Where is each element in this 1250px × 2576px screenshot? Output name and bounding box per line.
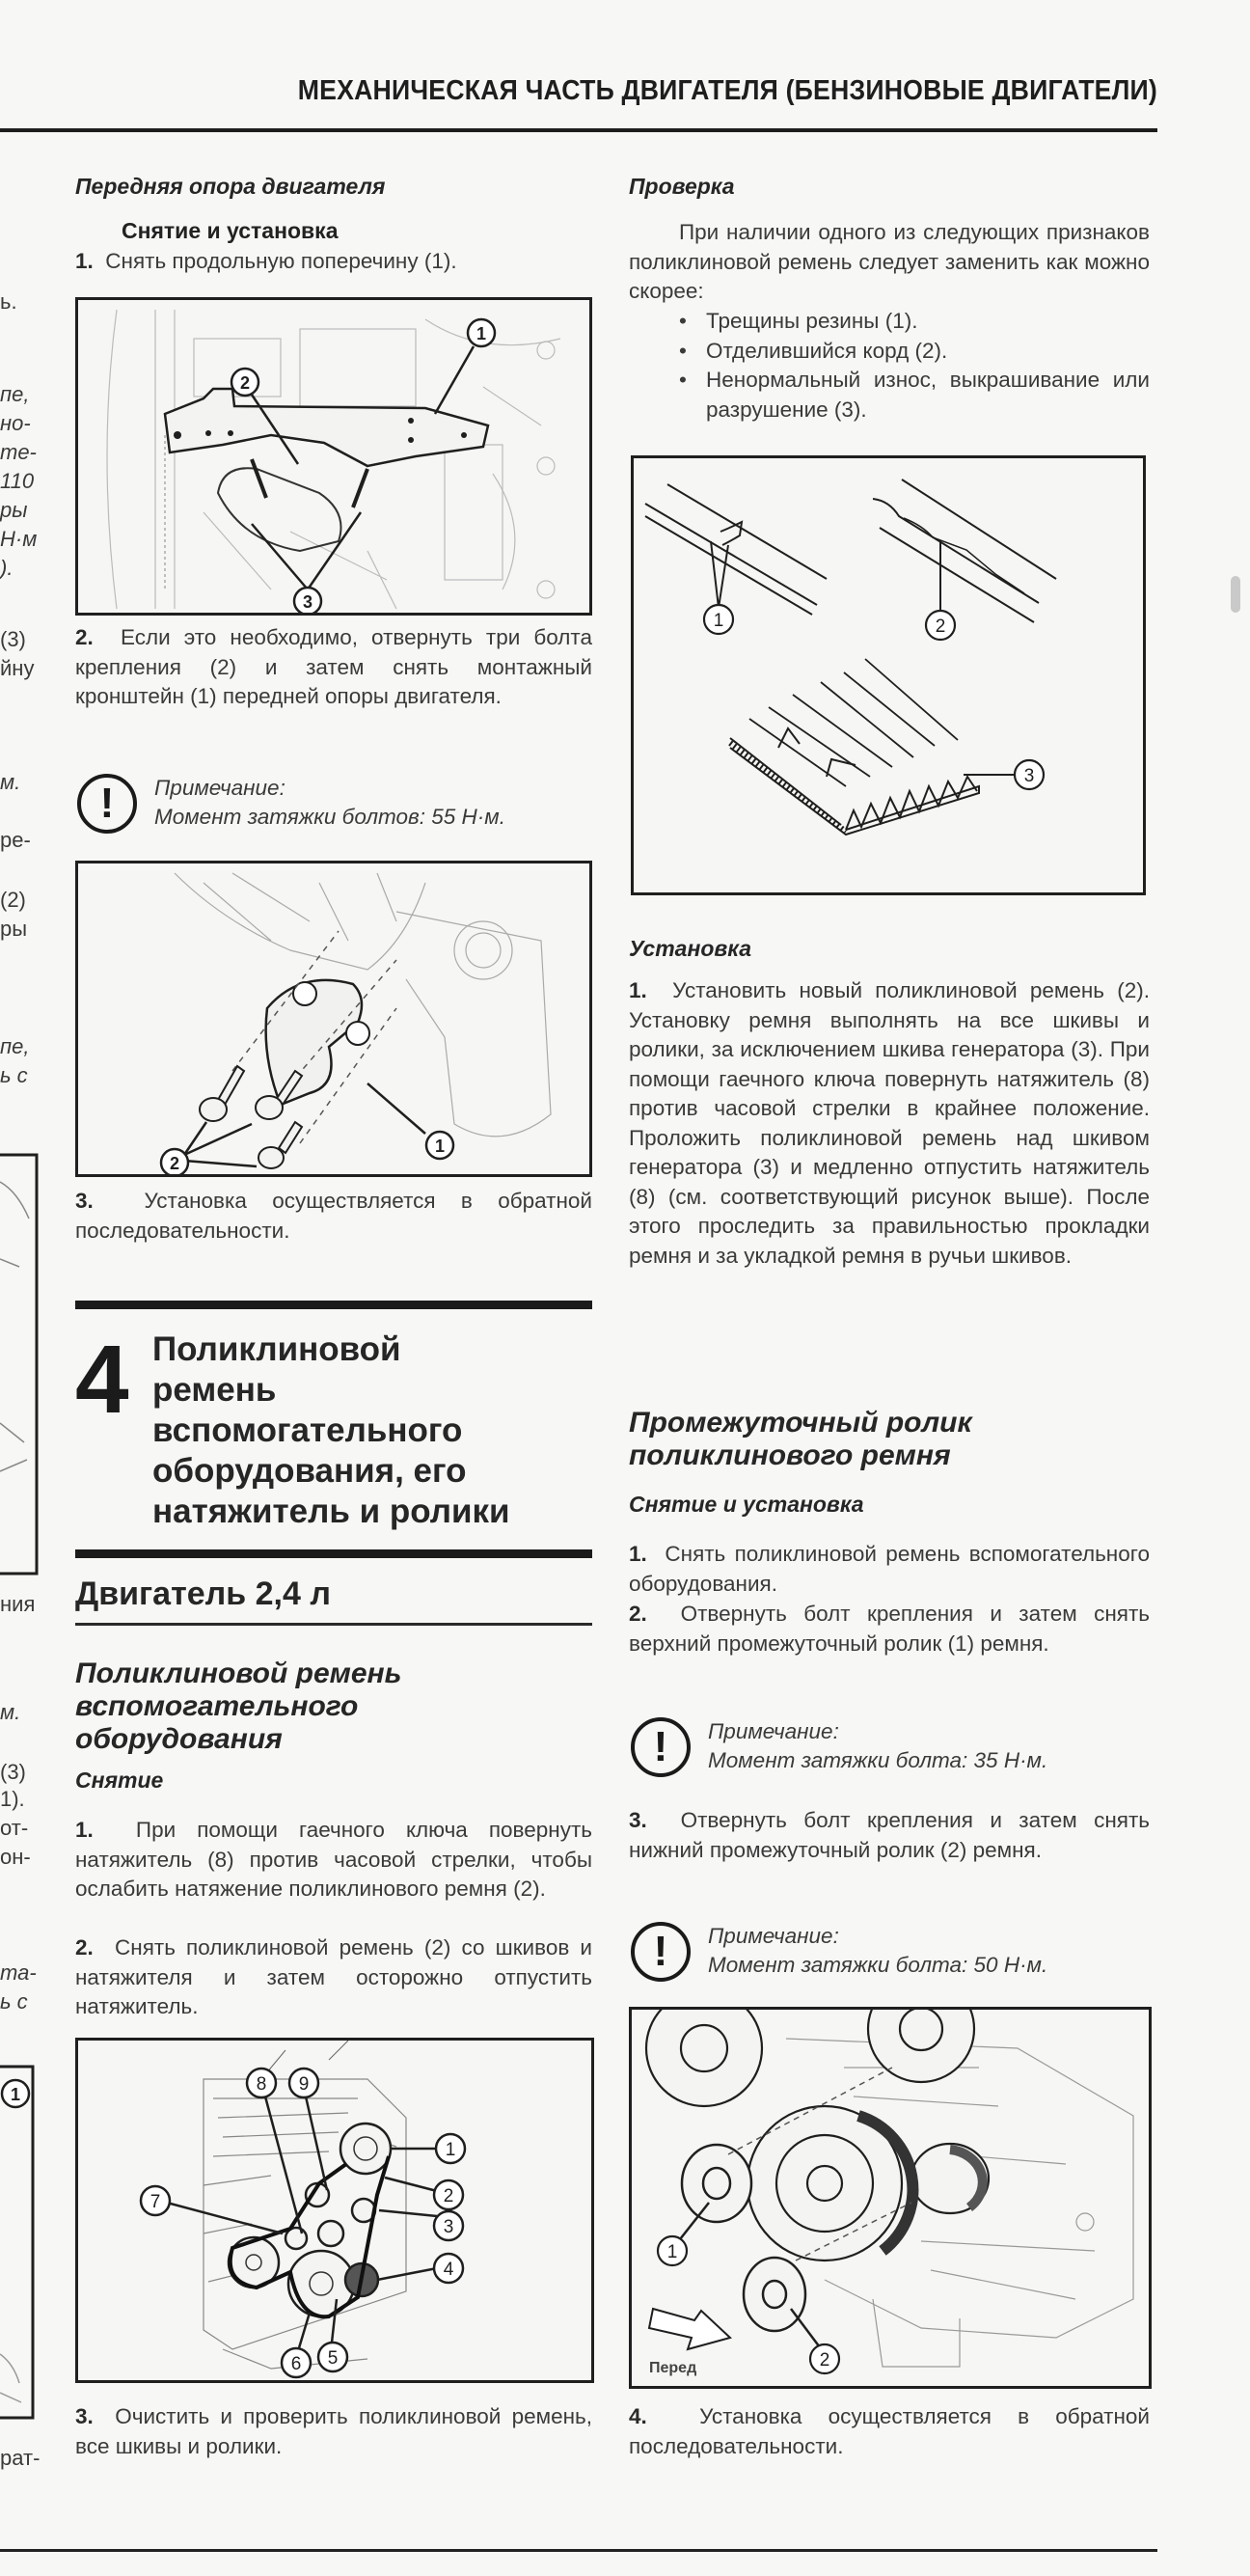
idler-rollers-illustration: [632, 2010, 1149, 2386]
step-text: Установка осуществляется в обратной последовательности.: [629, 2404, 1150, 2458]
step-number: 3.: [629, 1808, 647, 1832]
svg-text:7: 7: [149, 2192, 161, 2212]
exclamation-icon: !: [77, 774, 137, 834]
step-text: Отвернуть болт крепления и затем снять верхний промежуточный ролик (1) ремня.: [629, 1602, 1150, 1656]
step-number: 2.: [629, 1602, 647, 1626]
step-number: 3.: [75, 2404, 94, 2428]
belt-step-2: [75, 1933, 592, 2022]
idler-heading-line: Промежуточный ролик: [629, 1407, 972, 1439]
step-number: 3.: [75, 1189, 94, 1213]
edge-fragment: 1).: [0, 1787, 25, 1811]
callout-7: [141, 2186, 170, 2215]
section-title-line: оборудования, его: [152, 1452, 467, 1490]
svg-text:2: 2: [935, 617, 946, 637]
edge-fragment: но-: [0, 411, 31, 435]
callout-1: [658, 2236, 687, 2265]
idler-rollers-figure: [629, 2007, 1152, 2389]
svg-text:2: 2: [239, 373, 251, 393]
svg-text:1: 1: [10, 2085, 21, 2104]
edge-fragment: (3): [0, 1760, 26, 1784]
idler-step-3: [629, 1806, 1150, 1865]
callout-2: [434, 2180, 463, 2209]
mount-bracket-illustration: [78, 863, 589, 1174]
callout-2: [810, 2344, 839, 2373]
note-content: [708, 1922, 1047, 1980]
callout-2: [231, 369, 258, 396]
step-text: Установить новый поликлиновой ремень (2). Установку ремня выполнять на все шкивы и ролики, за исключением шкива генератора (3). При помощи гаечного ключа повернуть натяжитель (8) против часовой стрелки в крайнее положение. Проложить поликлиновой ремень над шкивом генератора (3) и медленно отпустить натяжитель (8) (см. соответствующий рисунок выше). После этого проследить за правильностью прокладки ремня и за укладкой ремня в ручьи шкивов.: [629, 978, 1150, 1268]
inspection-intro: При наличии одного из следующих признаков поликлиновой ремень следует заменить как можно скорее:: [629, 220, 1150, 303]
step-number: 2.: [75, 1935, 94, 1959]
edge-fragment: (2): [0, 888, 26, 912]
front-direction-label: Перед: [649, 2360, 697, 2376]
step-number: 1.: [629, 978, 647, 1002]
svg-text:6: 6: [290, 2354, 302, 2374]
front-mount-heading: Передняя опора двигателя: [75, 174, 386, 199]
torque-note-50: [631, 1922, 1047, 1982]
belt-heading-line: оборудования: [75, 1723, 283, 1755]
callout-9: [289, 2069, 318, 2097]
edge-fragment: ).: [0, 556, 14, 580]
section-top-rule: [75, 1301, 592, 1309]
front-direction-arrow: [649, 2309, 730, 2349]
svg-text:2: 2: [169, 1154, 180, 1173]
edge-fragment: Н·м: [0, 527, 38, 551]
svg-text:2: 2: [819, 2350, 830, 2370]
callout-5: [318, 2343, 347, 2371]
note-label: Примечание:: [154, 776, 285, 800]
idler-heading: [629, 1407, 972, 1472]
exclamation-icon: !: [631, 1717, 691, 1777]
svg-text:4: 4: [443, 2260, 454, 2280]
idler-subheading: Снятие и установка: [629, 1492, 864, 1517]
belt-heading-line: вспомогательного: [75, 1690, 359, 1722]
torque-note: [77, 774, 505, 834]
idler-step-1: [629, 1540, 1150, 1599]
svg-text:1: 1: [666, 2242, 678, 2262]
mount-bracket-figure: [75, 861, 592, 1177]
callout-2: [161, 1149, 188, 1174]
step-text: Снять поликлиновой ремень вспомогательного оборудования.: [629, 1542, 1150, 1596]
edge-fragment: ры: [0, 498, 28, 522]
edge-fragment: те-: [0, 440, 37, 464]
edge-fragment: м.: [0, 770, 21, 794]
bullet-item: • Отделившийся корд (2).: [629, 337, 1150, 367]
svg-text:1: 1: [434, 1137, 446, 1156]
belt-defects-figure: [631, 455, 1146, 895]
engine-title-rule: [75, 1623, 592, 1626]
note-content: [708, 1717, 1047, 1775]
crossmember-illustration: [78, 300, 589, 613]
belt-heading: [75, 1658, 401, 1756]
note-label: Примечание:: [708, 1719, 839, 1743]
header-rule: [0, 128, 1157, 132]
edge-fragment: пе,: [0, 1034, 30, 1058]
callout-1: [468, 319, 495, 346]
prev-page-figure-edge: [0, 1153, 41, 1577]
callout-1: [426, 1132, 453, 1159]
callout-1: [436, 2134, 465, 2163]
callout-3: [1015, 760, 1044, 789]
crossmember-figure: [75, 297, 592, 616]
svg-text:2: 2: [443, 2186, 454, 2206]
section-title-line: ремень: [152, 1371, 277, 1409]
edge-fragment: ре-: [0, 828, 31, 852]
note-text: Момент затяжки болтов: 55 Н·м.: [154, 805, 505, 829]
footer-rule: [0, 2549, 1157, 2552]
note-content: [154, 774, 505, 832]
svg-text:1: 1: [476, 324, 487, 343]
callout-3: [434, 2211, 463, 2240]
svg-text:3: 3: [1023, 766, 1035, 786]
edge-fragment: ния: [0, 1592, 36, 1616]
edge-fragment: ь с: [0, 1063, 28, 1087]
edge-fragment: йну: [0, 656, 35, 680]
step-text: Если это необходимо, отвернуть три болта крепления (2) и затем снять монтажный кронштейн (1) передней опоры двигателя.: [75, 625, 592, 708]
svg-text:3: 3: [302, 592, 313, 612]
section-bottom-rule: [75, 1549, 592, 1558]
front-mount-step-1: [75, 247, 596, 277]
edge-fragment: та-: [0, 1960, 37, 1985]
step-number: 2.: [75, 625, 94, 649]
section-title-line: натяжитель и ролики: [152, 1493, 510, 1530]
section-number: 4: [75, 1326, 125, 1434]
edge-fragment: ь.: [0, 289, 17, 314]
svg-text:1: 1: [713, 611, 724, 631]
front-mount-step-2: [75, 623, 592, 712]
callout-3: [294, 588, 321, 613]
edge-fragment: рат-: [0, 2446, 41, 2470]
belt-defects-illustration: [634, 458, 1143, 892]
section-title-line: вспомогательного: [152, 1411, 463, 1449]
exclamation-icon: !: [631, 1922, 691, 1982]
edge-fragment: он-: [0, 1845, 31, 1869]
torque-note-35: [631, 1717, 1047, 1777]
belt-step-1: [75, 1816, 592, 1905]
section-title: [152, 1329, 510, 1532]
callout-8: [247, 2069, 276, 2097]
idler-heading-line: поликлинового ремня: [629, 1439, 951, 1471]
inspection-heading: Проверка: [629, 174, 735, 199]
edge-fragment: 110: [0, 469, 35, 493]
svg-text:3: 3: [443, 2217, 454, 2237]
step-number: 1.: [75, 1818, 94, 1842]
step-number: 4.: [629, 2404, 647, 2428]
note-text: Момент затяжки болта: 50 Н·м.: [708, 1953, 1048, 1977]
step-text: Очистить и проверить поликлиновой ремень, все шкивы и ролики.: [75, 2404, 592, 2458]
front-mount-subheading: Снятие и установка: [122, 218, 339, 243]
idler-step-2: [629, 1600, 1150, 1658]
svg-text:1: 1: [445, 2140, 456, 2160]
section-title-line: Поликлиновой: [152, 1330, 401, 1368]
belt-routing-illustration: [78, 2041, 591, 2380]
running-header: МЕХАНИЧЕСКАЯ ЧАСТЬ ДВИГАТЕЛЯ (БЕНЗИНОВЫЕ ДВИГАТЕЛИ): [297, 75, 1158, 106]
bullet-item: • Ненормальный износ, выкрашивание или разрушение (3).: [629, 366, 1150, 425]
prev-page-figure-edge: [0, 2065, 41, 2422]
inspection-bullets: [629, 307, 1150, 425]
belt-heading-line: Поликлиновой ремень: [75, 1658, 402, 1689]
belt-step-3: [75, 2402, 592, 2461]
installation-step-1: [629, 976, 1150, 1271]
step-text: Снять продольную поперечину (1).: [105, 249, 457, 273]
step-text: Снять поликлиновой ремень (2) со шкивов и натяжителя и затем осторожно отпустить натяжитель.: [75, 1935, 592, 2018]
edge-fragment: ь с: [0, 1989, 28, 2014]
note-text: Момент затяжки болта: 35 Н·м.: [708, 1748, 1048, 1772]
idler-step-4: [629, 2402, 1150, 2461]
svg-text:8: 8: [256, 2074, 267, 2095]
svg-text:9: 9: [298, 2074, 310, 2095]
belt-routing-figure: [75, 2038, 594, 2383]
edge-fragment: от-: [0, 1816, 29, 1840]
step-number: 1.: [629, 1542, 647, 1566]
callout-2: [926, 611, 955, 640]
edge-fragment: (3): [0, 627, 26, 651]
callout-6: [282, 2348, 311, 2377]
callout-4: [434, 2254, 463, 2283]
step-text: Установка осуществляется в обратной последовательности.: [75, 1189, 592, 1243]
step-number: 1.: [75, 249, 94, 273]
engine-title: Двигатель 2,4 л: [75, 1576, 331, 1612]
bullet-item: • Трещины резины (1).: [629, 307, 1150, 337]
svg-text:5: 5: [327, 2348, 339, 2369]
installation-heading: Установка: [629, 936, 752, 961]
belt-removal-heading: Снятие: [75, 1768, 164, 1793]
edge-fragment: пе,: [0, 382, 30, 406]
edge-fragment: м.: [0, 1700, 21, 1724]
step-text: При помощи гаечного ключа повернуть натяжитель (8) против часовой стрелки, чтобы ослабить натяжение поликлинового ремня (2).: [75, 1818, 592, 1901]
front-mount-step-3: [75, 1187, 592, 1246]
callout-1: [704, 605, 733, 634]
note-label: Примечание:: [708, 1924, 839, 1948]
edge-fragment: ры: [0, 917, 28, 941]
step-text: Отвернуть болт крепления и затем снять нижний промежуточный ролик (2) ремня.: [629, 1808, 1150, 1862]
scrollbar-thumb[interactable]: [1231, 576, 1240, 613]
